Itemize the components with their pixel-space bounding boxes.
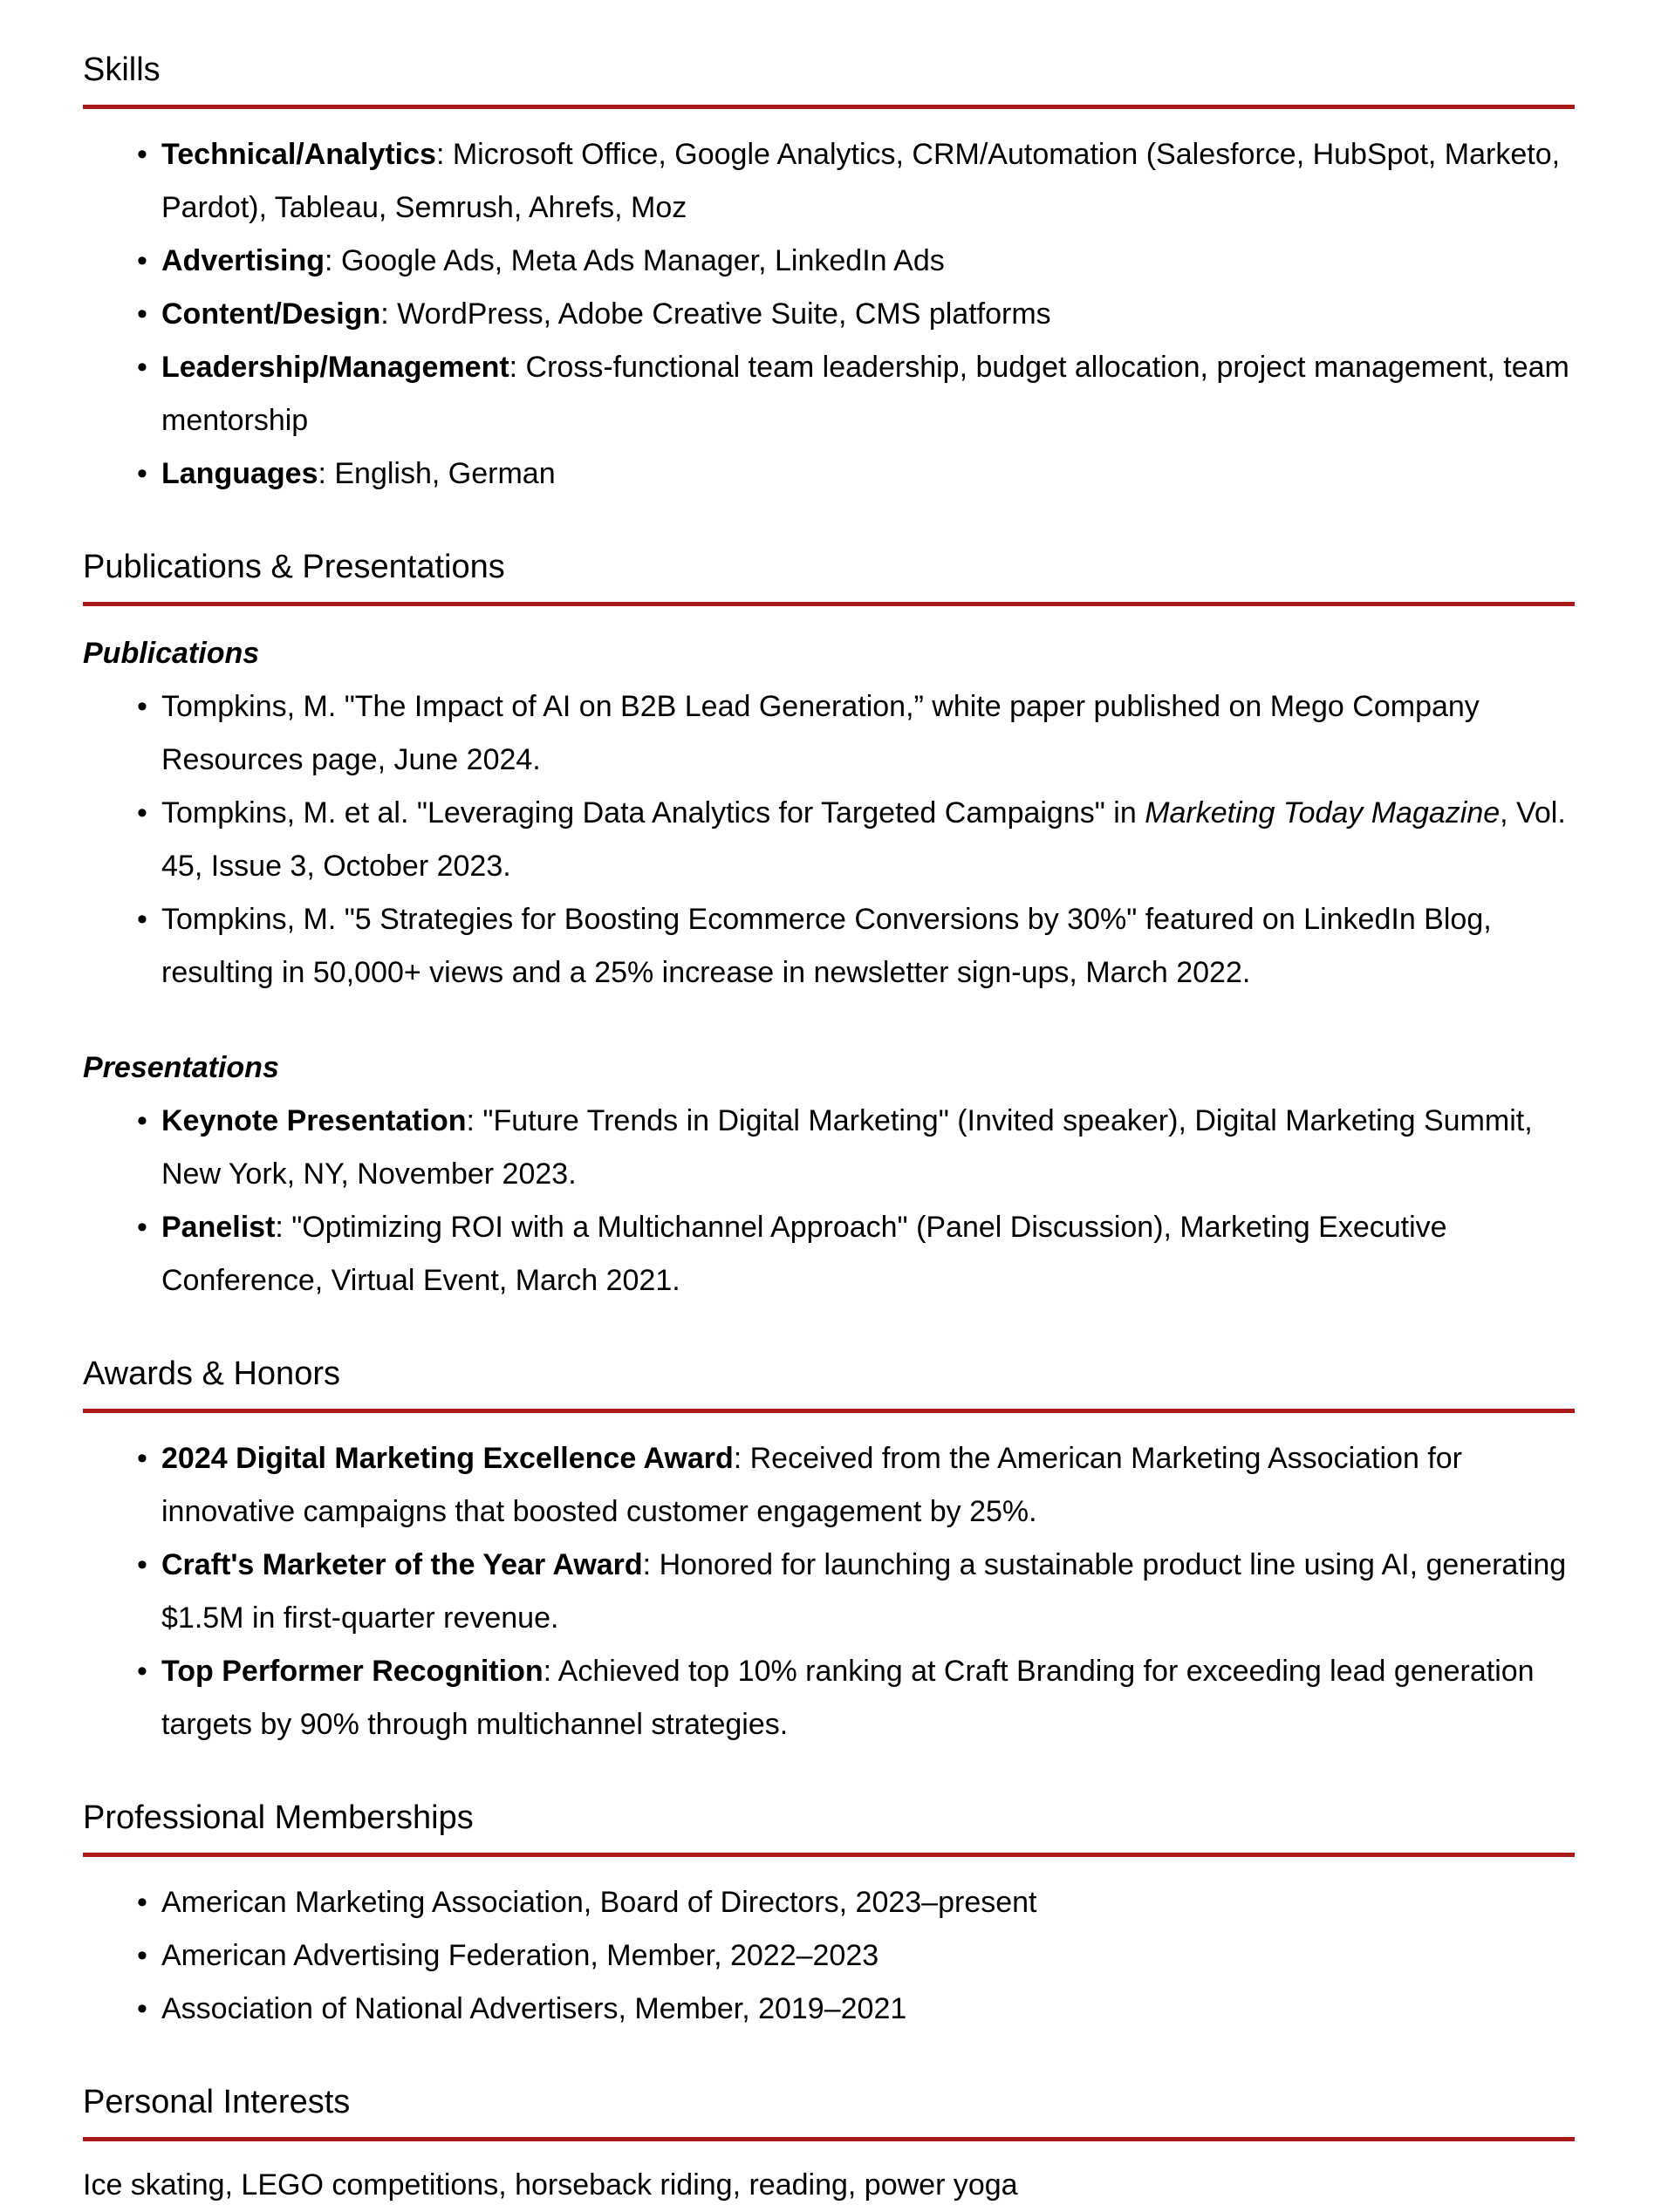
section-professional-memberships xyxy=(83,1797,1575,2036)
skill-category: Languages xyxy=(161,457,318,490)
list-item xyxy=(83,1876,1575,1929)
list-item xyxy=(83,1539,1575,1645)
subheading-presentations: Presentations xyxy=(83,1051,279,1084)
subheading-publications: Publications xyxy=(83,637,260,670)
list-item xyxy=(83,341,1575,447)
membership-text: American Advertising Federation, Member, 2022–2023 xyxy=(161,1939,879,1972)
list-item xyxy=(83,235,1575,288)
skill-category: Leadership/Management xyxy=(161,351,509,384)
section-personal-interests xyxy=(83,2081,1575,2212)
award-detail: : Honored for launching a sustainable product line using AI, generating $1.5M in first-quarter revenue. xyxy=(161,1548,1567,1635)
section-heading-awards-honors: Awards & Honors xyxy=(83,1355,340,1392)
publication-text: , Vol. 45, Issue 3, October 2023. xyxy=(161,796,1566,883)
presentation-detail: : "Future Trends in Digital Marketing" (Invited speaker), Digital Marketing Summit, New York, NY, November 2023. xyxy=(161,1104,1533,1191)
section-publications-presentations xyxy=(83,546,1575,1307)
publication-text: Tompkins, M. "5 Strategies for Boosting Ecommerce Conversions by 30%" featured on LinkedIn Blog, resulting in 50,000+ views and a 25% increase in newsletter sign-ups, March 2022. xyxy=(161,903,1492,989)
list-item xyxy=(83,680,1575,787)
list-item xyxy=(83,128,1575,235)
membership-text: American Marketing Association, Board of Directors, 2023–present xyxy=(161,1886,1037,1919)
publication-text: Tompkins, M. "The Impact of AI on B2B Lead Generation,” white paper published on Mego Company Resources page, June 2024. xyxy=(161,690,1480,776)
award-name: 2024 Digital Marketing Excellence Award xyxy=(161,1442,734,1475)
presentations-list xyxy=(83,1095,1575,1307)
section-heading-skills: Skills xyxy=(83,51,161,88)
list-item xyxy=(83,1929,1575,1983)
list-item xyxy=(83,1432,1575,1539)
skill-category: Technical/Analytics xyxy=(161,138,436,171)
section-rule xyxy=(83,1409,1575,1413)
section-heading-publications-presentations: Publications & Presentations xyxy=(83,549,505,585)
section-awards-honors xyxy=(83,1353,1575,1751)
skill-detail: : WordPress, Adobe Creative Suite, CMS platforms xyxy=(380,297,1051,331)
section-rule xyxy=(83,105,1575,109)
interests-text: Ice skating, LEGO competitions, horseback riding, reading, power yoga xyxy=(83,2168,1018,2202)
publication-text: Tompkins, M. et al. "Leveraging Data Analytics for Targeted Campaigns" in xyxy=(161,796,1145,830)
skill-detail: : Cross-functional team leadership, budget allocation, project management, team mentorship xyxy=(161,351,1569,437)
award-detail: : Received from the American Marketing Association for innovative campaigns that boosted customer engagement by 25%. xyxy=(161,1442,1462,1528)
section-rule xyxy=(83,1853,1575,1857)
award-name: Craft's Marketer of the Year Award xyxy=(161,1548,643,1581)
skill-detail: : Microsoft Office, Google Analytics, CRM/Automation (Salesforce, HubSpot, Marketo, Pardot), Tableau, Semrush, Ahrefs, Moz xyxy=(161,138,1561,224)
list-item xyxy=(83,288,1575,341)
skill-detail: : English, German xyxy=(318,457,556,490)
section-rule xyxy=(83,2137,1575,2141)
list-item xyxy=(83,787,1575,893)
section-heading-professional-memberships: Professional Memberships xyxy=(83,1799,474,1836)
presentation-role: Keynote Presentation xyxy=(161,1104,467,1137)
list-item xyxy=(83,893,1575,1000)
award-name: Top Performer Recognition xyxy=(161,1655,544,1688)
section-heading-personal-interests: Personal Interests xyxy=(83,2084,351,2120)
skill-category: Content/Design xyxy=(161,297,381,331)
skill-category: Advertising xyxy=(161,244,325,277)
award-detail: : Achieved top 10% ranking at Craft Branding for exceeding lead generation targets by 90% through multichannel strategies. xyxy=(161,1655,1535,1741)
list-item xyxy=(83,1201,1575,1307)
skills-list xyxy=(83,128,1575,501)
section-rule xyxy=(83,602,1575,606)
publications-list xyxy=(83,680,1575,1000)
list-item xyxy=(83,447,1575,501)
publication-title-italic: Marketing Today Magazine xyxy=(1145,796,1501,830)
section-skills xyxy=(83,49,1575,501)
membership-text: Association of National Advertisers, Member, 2019–2021 xyxy=(161,1992,907,2025)
awards-list xyxy=(83,1432,1575,1751)
list-item xyxy=(83,1095,1575,1201)
presentation-detail: : "Optimizing ROI with a Multichannel Approach" (Panel Discussion), Marketing Executive Conference, Virtual Event, March 2021. xyxy=(161,1211,1447,1297)
list-item xyxy=(83,1983,1575,2036)
skill-detail: : Google Ads, Meta Ads Manager, LinkedIn Ads xyxy=(325,244,945,277)
list-item xyxy=(83,1645,1575,1751)
memberships-list xyxy=(83,1876,1575,2036)
presentation-role: Panelist xyxy=(161,1211,276,1244)
